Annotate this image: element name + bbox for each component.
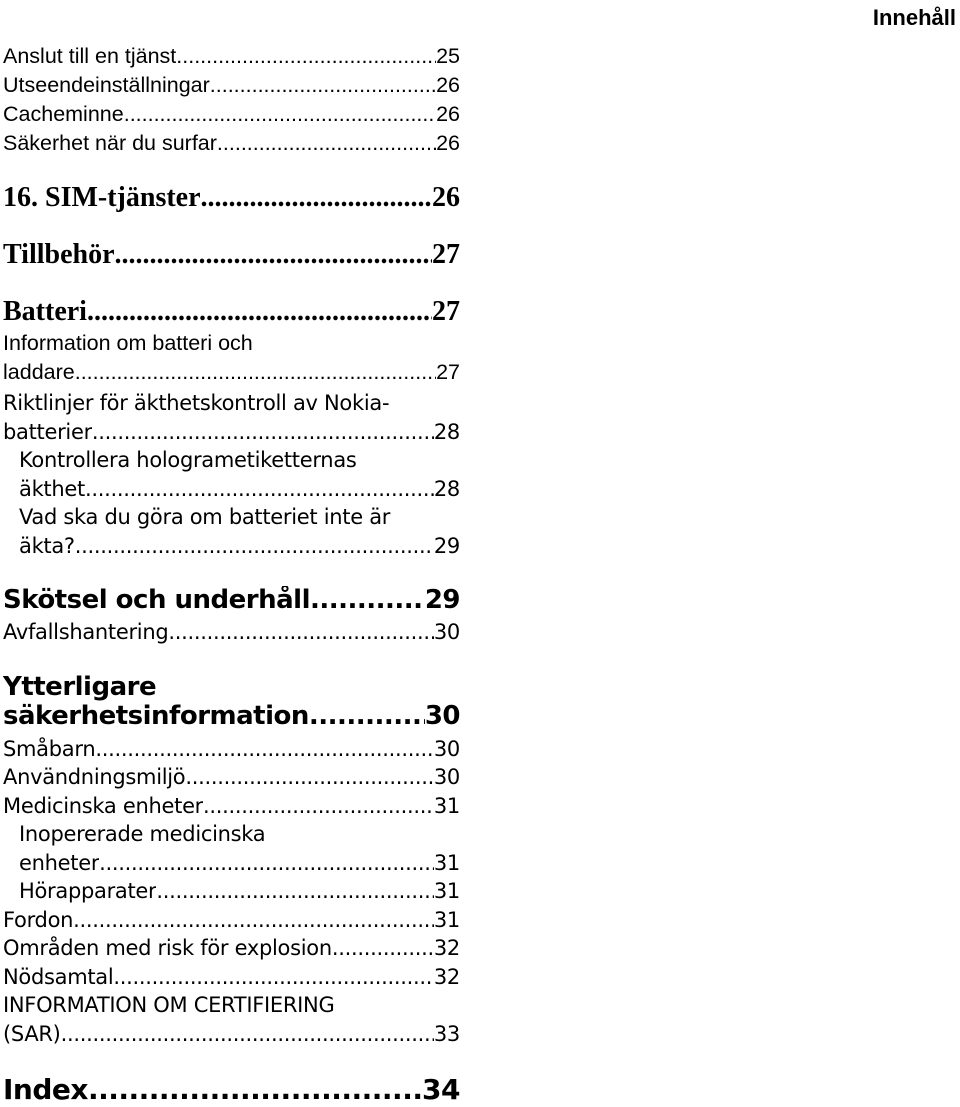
toc-leader-dots bbox=[85, 475, 434, 504]
toc-entry-title: Cacheminne bbox=[3, 102, 124, 126]
toc-entry-title: Användningsmiljö bbox=[3, 765, 186, 789]
toc-entry-page: 29 bbox=[424, 586, 460, 615]
toc-entry-information-om-certifiering[interactable] bbox=[3, 991, 460, 1048]
toc-entry-title: 16. SIM-tjänster bbox=[3, 183, 201, 213]
toc-entry-index[interactable] bbox=[3, 1074, 460, 1105]
toc-entry-page: 27 bbox=[436, 359, 460, 384]
toc-entry-title-line1: Vad ska du göra om batteriet inte är bbox=[19, 505, 391, 529]
toc-leader-dots bbox=[75, 532, 434, 561]
toc-entry-page: 26 bbox=[436, 131, 460, 155]
toc-entry-title-line1: Riktlinjer för äkthetskontroll av Nokia- bbox=[3, 391, 390, 415]
toc-entry-page: 33 bbox=[433, 1021, 460, 1046]
toc-leader-dots bbox=[168, 618, 433, 647]
toc-leader-dots bbox=[310, 586, 425, 615]
toc-entry-title: Småbarn bbox=[3, 737, 96, 761]
toc-entry-title-line2: batterier bbox=[3, 419, 92, 444]
toc-entry-ytterligare-sakerhetsinformation[interactable] bbox=[3, 673, 460, 731]
toc-entry-page: 30 bbox=[433, 620, 460, 644]
toc-entry-title: Nödsamtal bbox=[3, 965, 114, 989]
toc-entry-title-line2: äkthet bbox=[19, 476, 85, 501]
toc-entry-tillbehor[interactable] bbox=[3, 240, 460, 270]
toc-entry-fordon[interactable] bbox=[3, 906, 460, 935]
toc-entry-page: 26 bbox=[436, 73, 460, 97]
toc-leader-dots bbox=[87, 297, 432, 327]
toc-entry-title: Tillbehör bbox=[3, 240, 115, 270]
toc-entry-omraden-med-risk-for-explosion[interactable] bbox=[3, 934, 460, 963]
section-header: Innehåll bbox=[872, 5, 956, 30]
toc-entry-page: 31 bbox=[433, 794, 460, 818]
toc-entry-batteri[interactable] bbox=[3, 297, 460, 327]
toc-leader-dots bbox=[217, 129, 436, 158]
toc-entry-anvandningsmiljo[interactable] bbox=[3, 763, 460, 792]
toc-leader-dots bbox=[156, 877, 434, 906]
toc-leader-dots bbox=[75, 358, 436, 387]
toc-leader-dots bbox=[309, 702, 425, 731]
toc-entry-page: 27 bbox=[432, 297, 460, 327]
toc-entry-inopererade-medicinska-enheter[interactable] bbox=[3, 820, 460, 877]
toc-entry-page: 34 bbox=[422, 1074, 460, 1105]
toc-entry-page: 31 bbox=[433, 879, 460, 903]
toc-entry-kontrollera-hologrametiketter[interactable] bbox=[3, 446, 460, 503]
toc-entry-title: Medicinska enheter bbox=[3, 794, 204, 818]
toc-entry-sim-tjanster[interactable] bbox=[3, 183, 460, 213]
toc-entry-page: 27 bbox=[432, 240, 460, 270]
toc-leader-dots bbox=[185, 763, 434, 792]
toc-entry-page: 30 bbox=[433, 737, 460, 761]
toc-entry-title: Avfallshantering bbox=[3, 620, 169, 644]
toc-entry-page: 30 bbox=[433, 765, 460, 789]
toc-entry-page: 29 bbox=[433, 533, 460, 558]
toc-entry-title-line2: (SAR) bbox=[3, 1021, 61, 1046]
toc-entry-title-line1: INFORMATION OM CERTIFIERING bbox=[3, 993, 335, 1017]
toc-entry-title-line2: laddare bbox=[3, 359, 75, 384]
toc-entry-page: 28 bbox=[433, 419, 460, 444]
toc-entry-page: 28 bbox=[433, 476, 460, 501]
toc-entry-title-line1: Information om batteri och bbox=[3, 331, 253, 355]
toc-entry-nodsamtal[interactable] bbox=[3, 963, 460, 992]
toc-entry-title: Utseendeinställningar bbox=[3, 73, 210, 97]
toc-entry-page: 26 bbox=[436, 102, 460, 126]
toc-entry-title: Skötsel och underhåll bbox=[3, 586, 310, 615]
toc-leader-dots bbox=[113, 963, 433, 992]
toc-entry-title-line1: Ytterligare bbox=[3, 672, 157, 702]
toc-leader-dots bbox=[73, 906, 434, 935]
toc-leader-dots bbox=[332, 934, 434, 963]
toc-entry-page: 25 bbox=[436, 44, 460, 68]
toc-entry-avfallshantering[interactable] bbox=[3, 618, 460, 647]
toc-entry-utseendeinstallningar[interactable] bbox=[3, 71, 460, 100]
toc-entry-smabarn[interactable] bbox=[3, 735, 460, 764]
toc-leader-dots bbox=[61, 1020, 434, 1049]
toc-entry-page: 31 bbox=[433, 850, 460, 875]
toc-entry-page: 26 bbox=[432, 183, 460, 213]
toc-entry-skotsel-och-underhall[interactable] bbox=[3, 586, 460, 615]
toc-entry-title-line2: säkerhetsinformation bbox=[3, 702, 309, 731]
toc-leader-dots bbox=[92, 418, 434, 447]
toc-entry-title: Batteri bbox=[3, 297, 87, 327]
toc-entry-title: Anslut till en tjänst bbox=[3, 44, 177, 68]
toc-entry-page: 32 bbox=[433, 936, 460, 960]
toc-entry-title: Fordon bbox=[3, 908, 74, 932]
toc-entry-cacheminne[interactable] bbox=[3, 100, 460, 129]
toc-entry-title: Index bbox=[3, 1074, 88, 1105]
toc-leader-dots bbox=[88, 1074, 422, 1105]
toc-entry-page: 31 bbox=[433, 908, 460, 932]
toc-leader-dots bbox=[203, 792, 434, 821]
toc-leader-dots bbox=[201, 183, 432, 213]
toc-leader-dots bbox=[176, 42, 436, 71]
toc-leader-dots bbox=[95, 735, 434, 764]
toc-entry-page: 32 bbox=[433, 965, 460, 989]
toc-entry-horapparater[interactable] bbox=[3, 877, 460, 906]
toc-leader-dots bbox=[115, 240, 432, 270]
toc-entry-anslut-till-en-tjanst[interactable] bbox=[3, 42, 460, 71]
toc-entry-riktlinjer-akthetskontroll[interactable] bbox=[3, 389, 460, 446]
toc-entry-information-om-batteri[interactable] bbox=[3, 329, 460, 386]
toc-entry-title-line2: enheter bbox=[19, 850, 100, 875]
toc-leader-dots bbox=[124, 100, 436, 129]
toc-entry-title: Hörapparater bbox=[19, 879, 157, 903]
toc-entry-sakerhet-nar-du-surfar[interactable] bbox=[3, 129, 460, 158]
toc-leader-dots bbox=[99, 849, 434, 878]
toc-entry-title-line1: Kontrollera hologrametiketternas bbox=[19, 448, 357, 472]
toc-leader-dots bbox=[210, 71, 436, 100]
toc-entry-title: Säkerhet när du surfar bbox=[3, 131, 217, 155]
toc-entry-medicinska-enheter[interactable] bbox=[3, 792, 460, 821]
toc-entry-title-line2: äkta? bbox=[19, 533, 75, 558]
toc-entry-title: Områden med risk för explosion bbox=[3, 936, 332, 960]
toc-entry-title-line1: Inopererade medicinska bbox=[19, 822, 266, 846]
toc-entry-vad-ska-du-gora[interactable] bbox=[3, 503, 460, 560]
toc-entry-page: 30 bbox=[424, 702, 460, 731]
